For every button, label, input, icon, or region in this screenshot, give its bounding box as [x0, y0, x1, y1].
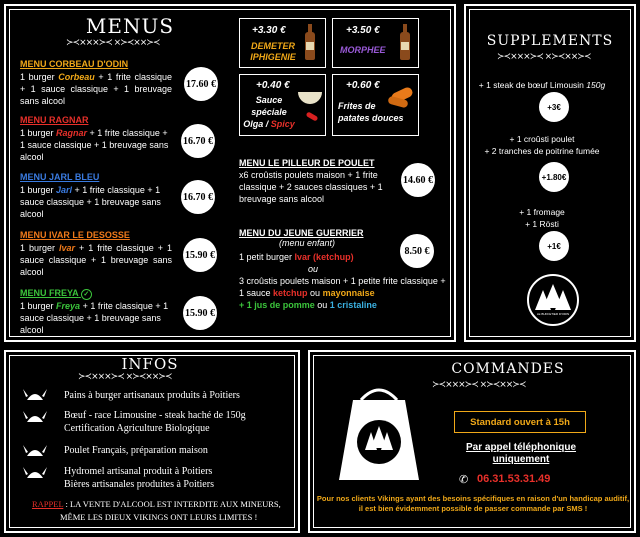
box-sauce-name: Sauce spéciale Olga / Spicy: [243, 95, 295, 129]
menu-name-jarl: MENU JARL BLEU: [20, 172, 100, 182]
info-line-4: Hydromel artisanal produit à Poitiers Bières artisanales produites à Poitiers: [64, 466, 214, 490]
menu-desc-jeune-3: + 1 jus de pomme ou 1 cristaline: [239, 300, 377, 310]
price-freya: 15.90 €: [183, 296, 217, 330]
menu-desc-ivar: 1 burger Ivar + 1 frite classique + 1 sauce classique + 1 breuvage sans alcool: [20, 243, 172, 277]
price-jarl: 16.70 €: [181, 180, 215, 214]
info-line-3: Poulet Français, préparation maison: [64, 445, 208, 456]
menu-name-pilleur: MENU LE PILLEUR DE POULET: [239, 158, 375, 168]
menu-name-corbeau: MENU CORBEAU D'ODIN: [20, 59, 129, 69]
viking-helmet-icon: [22, 410, 48, 424]
menus-title: MENUS: [85, 14, 175, 38]
logo-text: LE BUFFETIER D'ODIN: [536, 312, 570, 316]
info-line-1: Pains à burger artisanaux produits à Poitiers: [64, 390, 240, 401]
menu-desc-pilleur: x6 croûstis poulets maison + 1 frite classique + 2 sauces classiques + 1 breuvage sans alcool: [239, 170, 383, 204]
box-demeter-price: +3.30 €: [252, 25, 286, 36]
infos-ornament: ≻≺⨯⨯⨯≻≺ ⨯≻≺⨯⨯≻≺: [78, 372, 172, 382]
supplement-price-fromage: +1€: [539, 231, 569, 261]
box-morphee-price: +3.50 €: [346, 25, 380, 36]
supplement-poulet: + 1 croûsti poulet + 2 tranches de poitrine fumée: [484, 134, 600, 156]
menu-ou: ou: [308, 264, 319, 274]
supplement-steak: + 1 steak de bœuf Limousin 150g: [478, 80, 606, 90]
phone-icon: ✆: [459, 474, 469, 486]
price-pilleur: 14.60 €: [401, 163, 435, 197]
sms-note: Pour nos clients Vikings ayant des besoins spécifiques en raison d'un handicap auditif, il est bien évidemment possible de passer commande par SMS !: [316, 494, 630, 513]
menus-ornament: ≻≺⨯⨯⨯≻≺ ⨯≻≺⨯⨯≻≺: [66, 38, 160, 48]
menu-name-ragnar: MENU RAGNAR: [20, 115, 89, 125]
standard-badge: Standard ouvert à 15h: [454, 411, 586, 433]
leaf-icon: ✓: [81, 289, 92, 300]
bottle-icon: [305, 32, 315, 60]
menu-sub-jeune: (menu enfant): [279, 238, 336, 248]
supplements-ornament: ≻≺⨯⨯⨯≻≺ ⨯≻≺⨯⨯≻≺: [497, 52, 591, 62]
menu-desc-jarl: 1 burger Jarl + 1 frite classique + 1 sauce classique + 1 breuvage sans alcool: [20, 185, 161, 219]
supplement-price-steak: +3€: [539, 92, 569, 122]
viking-helmet-icon: [22, 466, 48, 480]
rappel-text: RAPPEL : LA VENTE D'ALCOOL EST INTERDITE AUX MINEURS,: [32, 499, 281, 509]
menu-desc-ragnar: 1 burger Ragnar + 1 frite classique + 1 sauce classique + 1 breuvage sans alcool: [20, 128, 169, 162]
commandes-ornament: ≻≺⨯⨯⨯≻≺ ⨯≻≺⨯⨯≻≺: [432, 380, 526, 390]
viking-helmet-icon: [22, 388, 48, 402]
menu-desc-freya: 1 burger Freya + 1 frite classique + 1 sauce classique + 1 breuvage sans alcool: [20, 301, 169, 335]
menu-name-freya: MENU FREYA ✓: [20, 288, 92, 300]
supplements-title: SUPPLEMENTS: [486, 33, 614, 49]
price-ivar: 15.90 €: [183, 238, 217, 272]
viking-helmet-icon: [22, 444, 48, 458]
commandes-title: COMMANDES: [451, 361, 565, 377]
supplement-fromage: + 1 fromage + 1 Rösti: [519, 207, 565, 229]
appel-text: Par appel téléphonique uniquement: [465, 442, 577, 465]
box-frites-name: Frites de patates douces: [338, 101, 404, 123]
tree-icon: [529, 276, 577, 324]
phone-number[interactable]: 06.31.53.31.49: [477, 473, 551, 485]
box-demeter-name: DEMETER IPHIGENIE: [250, 41, 296, 62]
info-line-2: Bœuf - race Limousine - steak haché de 150g Certification Agriculture Biologique: [64, 410, 246, 434]
infos-title: INFOS: [121, 355, 179, 373]
price-corbeau: 17.60 €: [184, 67, 218, 101]
supplement-price-poulet: +1.80€: [539, 162, 569, 192]
price-ragnar: 16.70 €: [181, 124, 215, 158]
menu-desc-jeune-1: 1 petit burger Ivar (ketchup): [239, 252, 354, 262]
price-jeune: 8.50 €: [400, 234, 434, 268]
menu-desc-corbeau: 1 burger Corbeau + 1 frite classique + 1 sauce classique + 1 breuvage sans alcool: [20, 72, 172, 106]
takeaway-bag-icon: [331, 384, 427, 490]
menu-name-ivar: MENU IVAR LE DESOSSE: [20, 230, 130, 240]
box-frites-price: +0.60 €: [346, 80, 380, 91]
bottle-icon: [400, 32, 410, 60]
buffetier-logo: [527, 274, 579, 326]
menu-name-jeune: MENU DU JEUNE GUERRIER: [239, 228, 364, 238]
box-morphee-name: MORPHEE: [340, 45, 386, 55]
menu-desc-jeune-2: 3 croûstis poulets maison + 1 petite frite classique + 1 sauce ketchup ou mayonnaise: [239, 276, 446, 298]
box-sauce-price: +0.40 €: [256, 80, 290, 91]
rappel-text-2: MÊME LES DIEUX VIKINGS ONT LEURS LIMITES !: [60, 512, 258, 522]
